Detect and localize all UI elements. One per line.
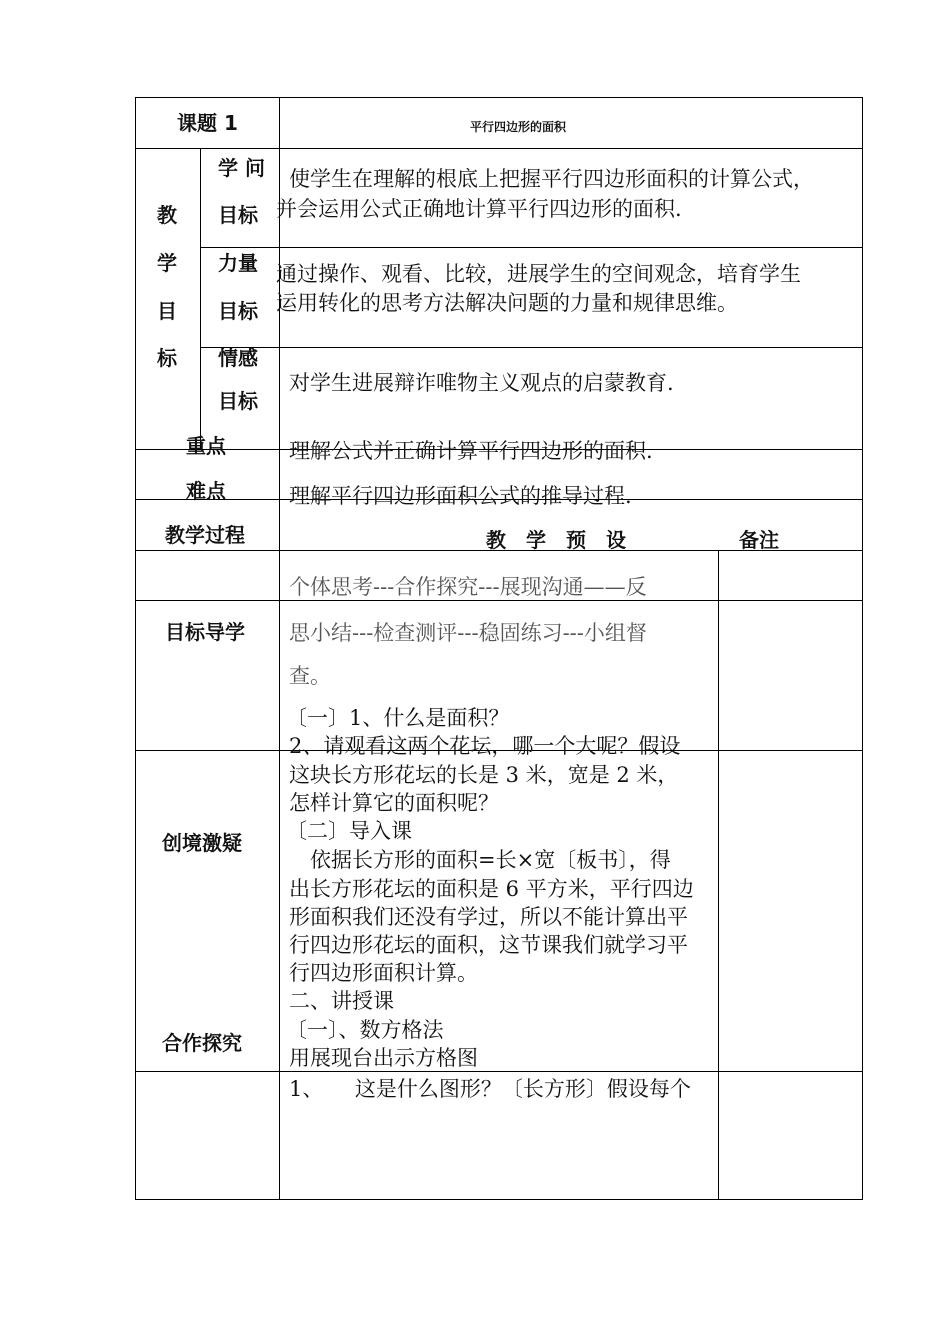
- goals-side-label-4: 标: [157, 346, 177, 370]
- emotion-goal-text-1: 对学生进展辩诈唯物主义观点的启蒙教育.: [289, 371, 674, 395]
- knowledge-goal-label-1: 学 问: [218, 156, 265, 180]
- topic-title: 平行四边形的面积: [470, 120, 567, 134]
- design-header: 教 学 预 设: [486, 528, 626, 552]
- process-label: 教学过程: [165, 523, 245, 547]
- body-line: 〔二〕导入课: [286, 819, 412, 843]
- ability-goal-label-2: 目标: [218, 299, 258, 323]
- body-line: 查。: [289, 664, 331, 688]
- table-right-border: [862, 97, 863, 1200]
- body-line: 1、 这是什么图形？〔长方形〕假设每个: [289, 1077, 691, 1101]
- goals-side-label-3: 目: [157, 299, 177, 323]
- knowledge-goal-text-2: 并会运用公式正确地计算平行四边形的面积.: [276, 197, 682, 221]
- stage-scenario: 创境激疑: [162, 831, 242, 855]
- row-divider-2: [200, 247, 863, 248]
- row-divider-9: [135, 1071, 863, 1072]
- body-line: 这块长方形花坛的长是 3 米，宽是 2 米，: [289, 763, 679, 787]
- body-line: 形面积我们还没有学过，所以不能计算出平: [289, 905, 688, 929]
- table-bottom-border: [135, 1199, 863, 1200]
- goal-sublabel-divider: [200, 148, 201, 449]
- notes-header: 备注: [739, 528, 779, 552]
- notes-column-divider: [718, 550, 719, 1200]
- body-line: 〔一〕1、什么是面积？: [286, 706, 510, 730]
- stage-cooperate: 合作探究: [162, 1031, 242, 1055]
- body-line: 个体思考---合作探究---展现沟通——反: [289, 575, 647, 599]
- row-divider-7: [135, 600, 863, 601]
- table-left-border: [135, 97, 136, 1200]
- key-point-label: 重点: [186, 434, 226, 458]
- body-line: 行四边形花坛的面积，这节课我们就学习平: [289, 933, 688, 957]
- ability-goal-text-2: 运用转化的思考方法解决问题的力量和规律思维。: [276, 291, 738, 315]
- ability-goal-text-1: 通过操作、观看、比较，进展学生的空间观念，培育学生: [276, 262, 801, 286]
- difficulty-label: 难点: [186, 479, 226, 503]
- body-line: 2、请观看这两个花坛，哪一个大呢？假设: [289, 734, 681, 758]
- body-line: 行四边形面积计算。: [289, 961, 478, 985]
- knowledge-goal-label-2: 目标: [218, 203, 258, 227]
- body-line: 用展现台出示方格图: [289, 1046, 478, 1070]
- body-line: 思小结---检查测评---稳固练习---小组督: [289, 621, 647, 645]
- topic-label: 课题 1: [177, 111, 238, 135]
- difficulty-text: 理解平行四边形面积公式的推导过程.: [289, 484, 632, 508]
- stage-target: 目标导学: [165, 620, 245, 644]
- body-line: 二、讲授课: [289, 989, 394, 1013]
- key-point-text: 理解公式并正确计算平行四边形的面积.: [289, 439, 653, 463]
- goals-side-label-1: 教: [157, 203, 177, 227]
- knowledge-goal-text-1: 使学生在理解的根底上把握平行四边形面积的计算公式，: [289, 167, 814, 191]
- body-line: 怎样计算它的面积呢？: [289, 791, 499, 815]
- body-line: 依据长方形的面积=长×宽〔板书〕，得: [289, 848, 671, 872]
- body-line: 出长方形花坛的面积是 6 平方米，平行四边: [289, 877, 694, 901]
- ability-goal-label-1: 力量: [218, 251, 258, 275]
- row-divider-3: [200, 347, 863, 348]
- row-divider-1: [135, 148, 863, 149]
- table-top-border: [135, 97, 863, 98]
- emotion-goal-label-2: 目标: [218, 389, 258, 413]
- body-line: 〔一〕、数方格法: [286, 1018, 444, 1042]
- emotion-goal-label-1: 情感: [218, 346, 258, 370]
- goals-side-label-2: 学: [157, 251, 177, 275]
